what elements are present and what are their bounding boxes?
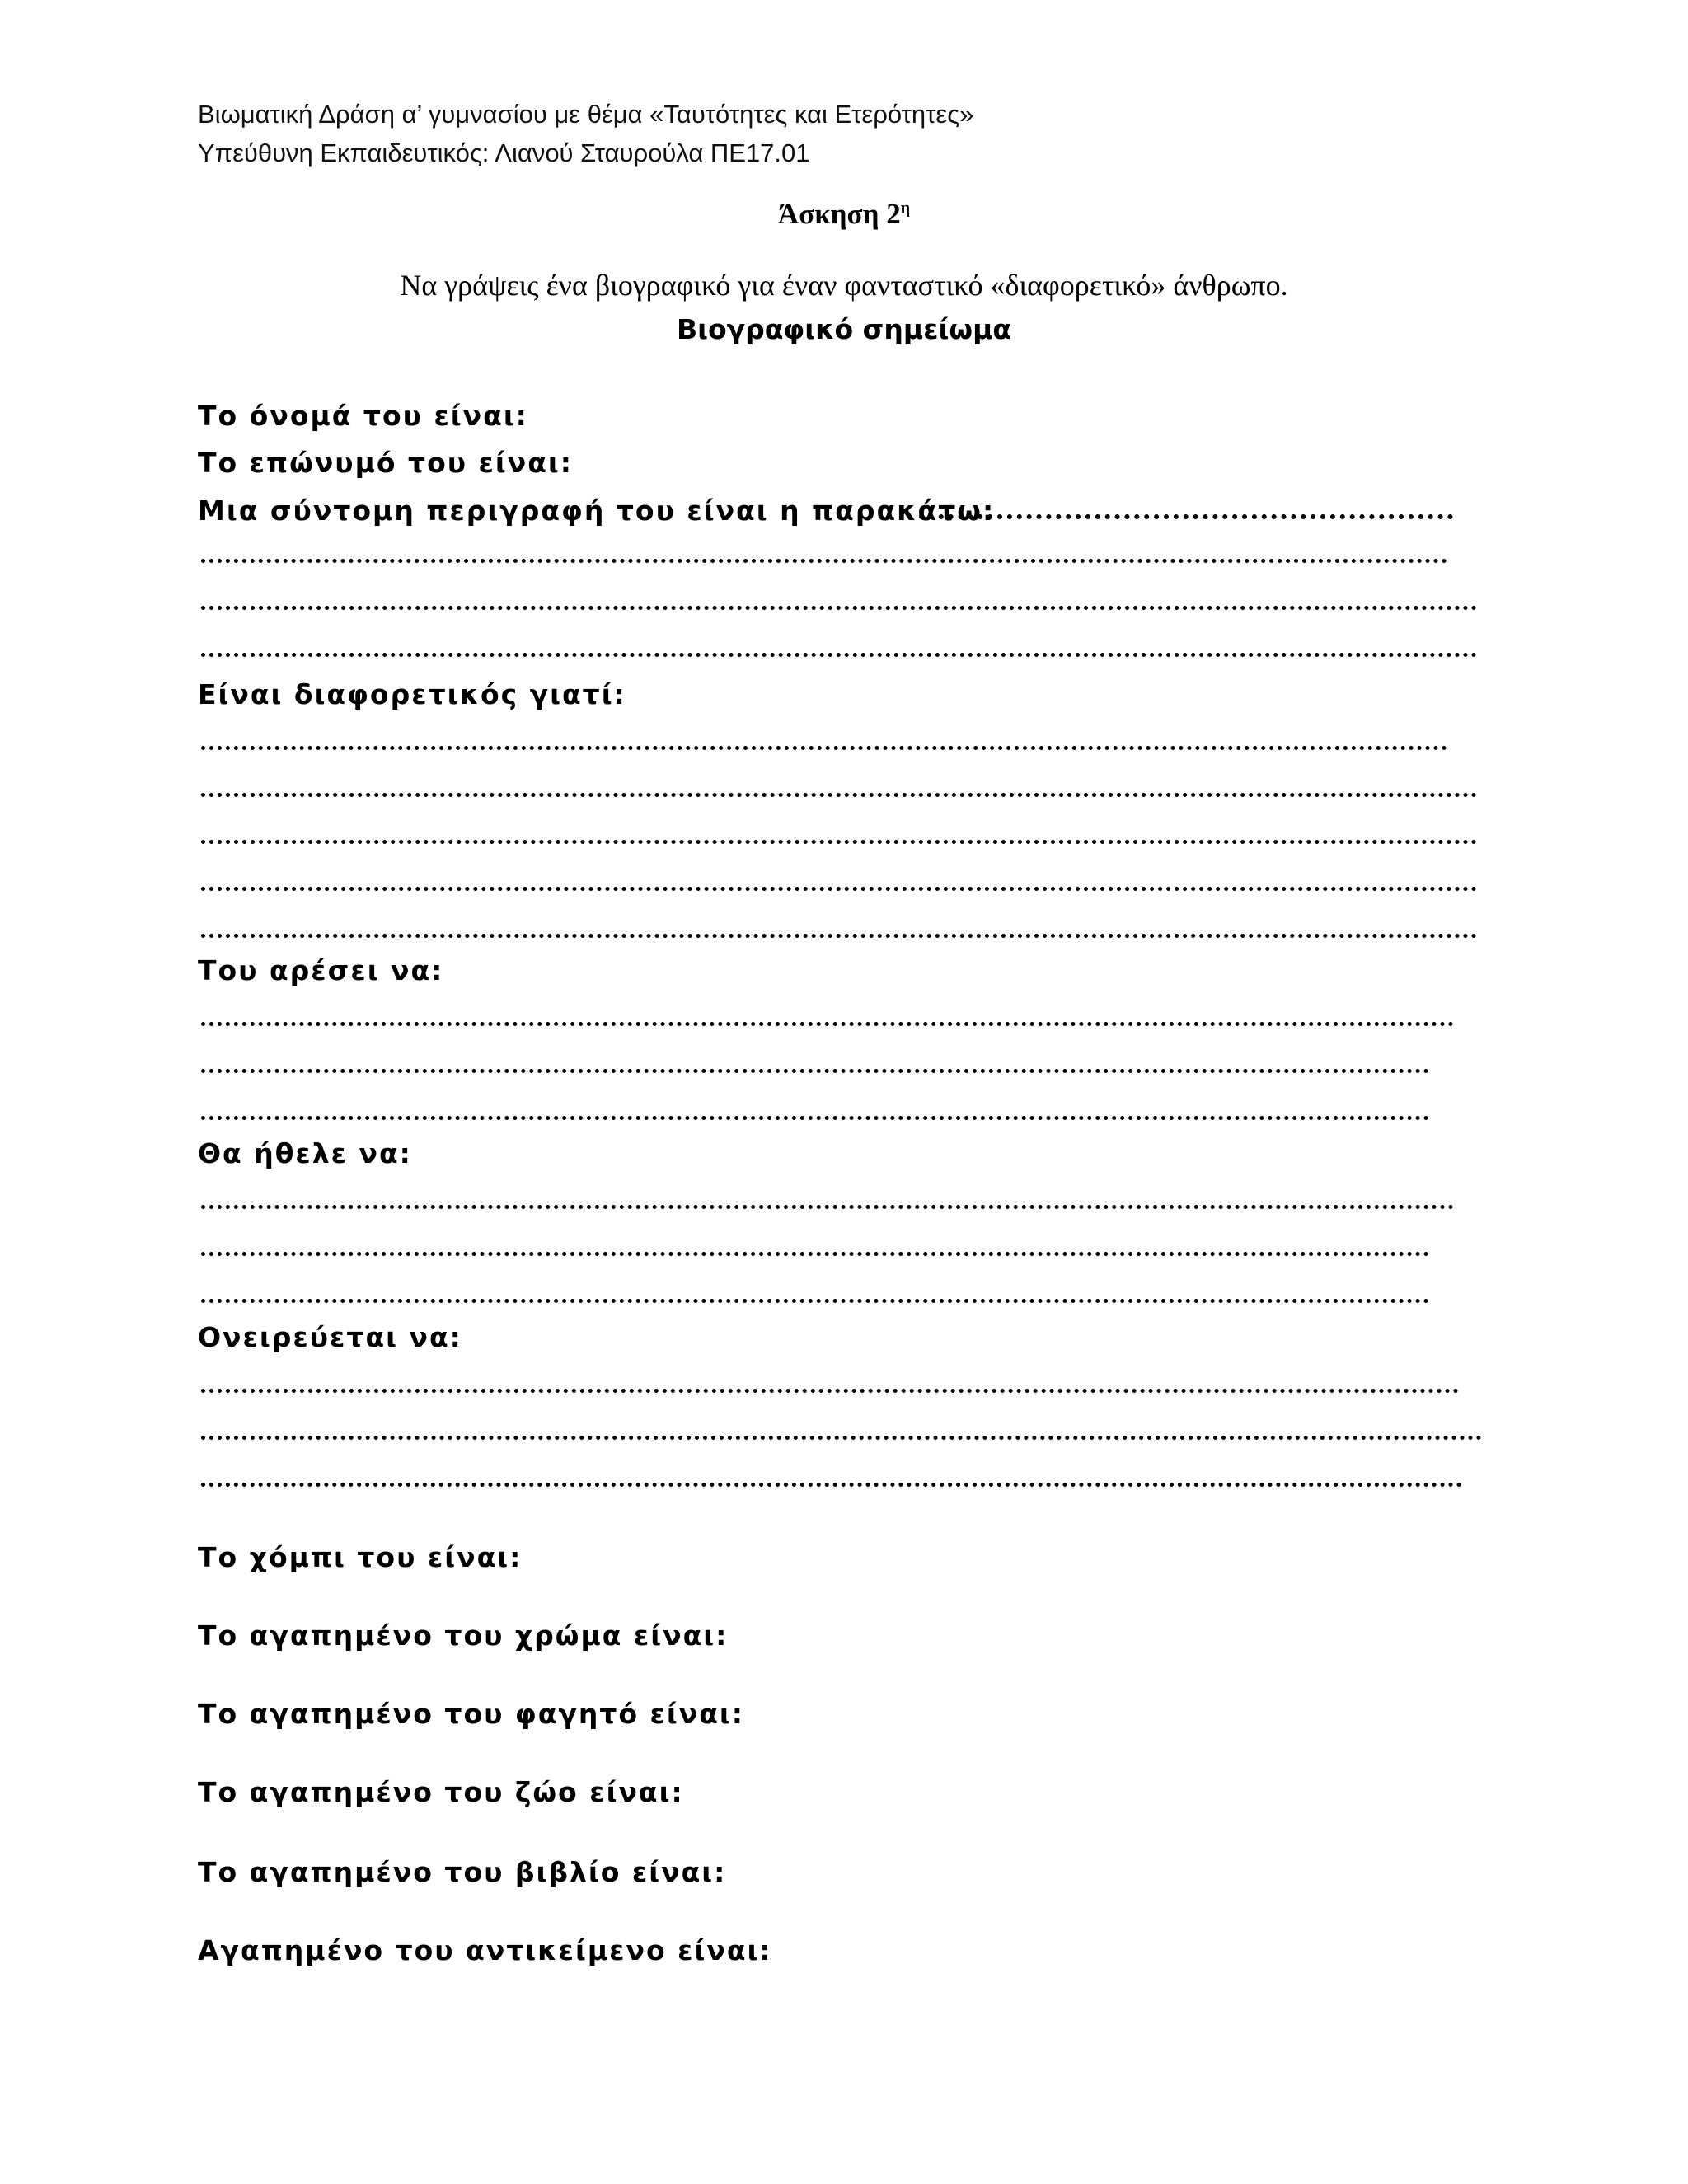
would-like-label: Θα ήθελε να: [198, 1137, 412, 1169]
description-inline-answer-line[interactable] [919, 503, 1453, 519]
description-answer-line[interactable] [201, 559, 1447, 563]
cv-title: Βιογραφικό σημείωμα [676, 313, 1012, 345]
favorite-animal-label: Το αγαπημένο του ζώο είναι: [198, 1776, 684, 1808]
header-activity-line: Βιωματική Δράση α’ γυμνασίου με θέμα «Ταυτότητες και Ετερότητες» [198, 100, 974, 129]
header-teacher-line: Υπεύθυνη Εκπαιδευτικός: Λιανού Σταυρούλα ΠΕ17.01 [198, 138, 810, 167]
would-like-answer-line[interactable] [201, 1205, 1454, 1209]
description-answer-line[interactable] [201, 653, 1477, 657]
exercise-instruction: Να γράψεις ένα βιογραφικό για έναν φανταστικό «διαφορετικό» άνθρωπο. [400, 269, 1288, 302]
would-like-answer-line[interactable] [201, 1299, 1429, 1303]
favorite-food-label: Το αγαπημένο του φαγητό είναι: [198, 1698, 744, 1730]
likes-answer-line[interactable] [201, 1022, 1454, 1026]
favorite-book-label: Το αγαπημένο του βιβλίο είναι: [198, 1856, 727, 1888]
description-answer-line[interactable] [201, 606, 1477, 610]
exercise-title [0, 198, 1688, 231]
favorite-object-label: Αγαπημένο του αντικείμενο είναι: [198, 1934, 772, 1966]
dreams-label: Ονειρεύεται να: [198, 1321, 462, 1353]
different-because-answer-line[interactable] [201, 934, 1477, 938]
different-because-answer-line[interactable] [201, 746, 1447, 750]
dreams-answer-line[interactable] [201, 1436, 1482, 1440]
exercise-title-text: Άσκηση 2 [777, 198, 901, 230]
hobby-label: Το χόμπι του είναι: [198, 1541, 523, 1573]
favorite-color-label: Το αγαπημένο του χρώμα είναι: [198, 1619, 729, 1652]
likes-answer-line[interactable] [201, 1069, 1429, 1073]
different-because-answer-line[interactable] [201, 793, 1477, 797]
description-label: Μια σύντομη περιγραφή του είναι η παρακάτω: [198, 494, 996, 527]
exercise-title-superscript: η [900, 199, 911, 218]
dreams-answer-line[interactable] [201, 1483, 1462, 1487]
page-header [198, 95, 973, 172]
different-because-label: Είναι διαφορετικός γιατί: [198, 678, 626, 710]
name-label: Το όνομά του είναι: [198, 400, 528, 432]
would-like-answer-line[interactable] [201, 1252, 1429, 1256]
different-because-answer-line[interactable] [201, 887, 1477, 891]
likes-label: Του αρέσει να: [198, 954, 444, 987]
surname-label: Το επώνυμό του είναι: [198, 447, 573, 479]
different-because-answer-line[interactable] [201, 840, 1477, 844]
dreams-answer-line[interactable] [201, 1389, 1459, 1393]
likes-answer-line[interactable] [201, 1116, 1429, 1120]
